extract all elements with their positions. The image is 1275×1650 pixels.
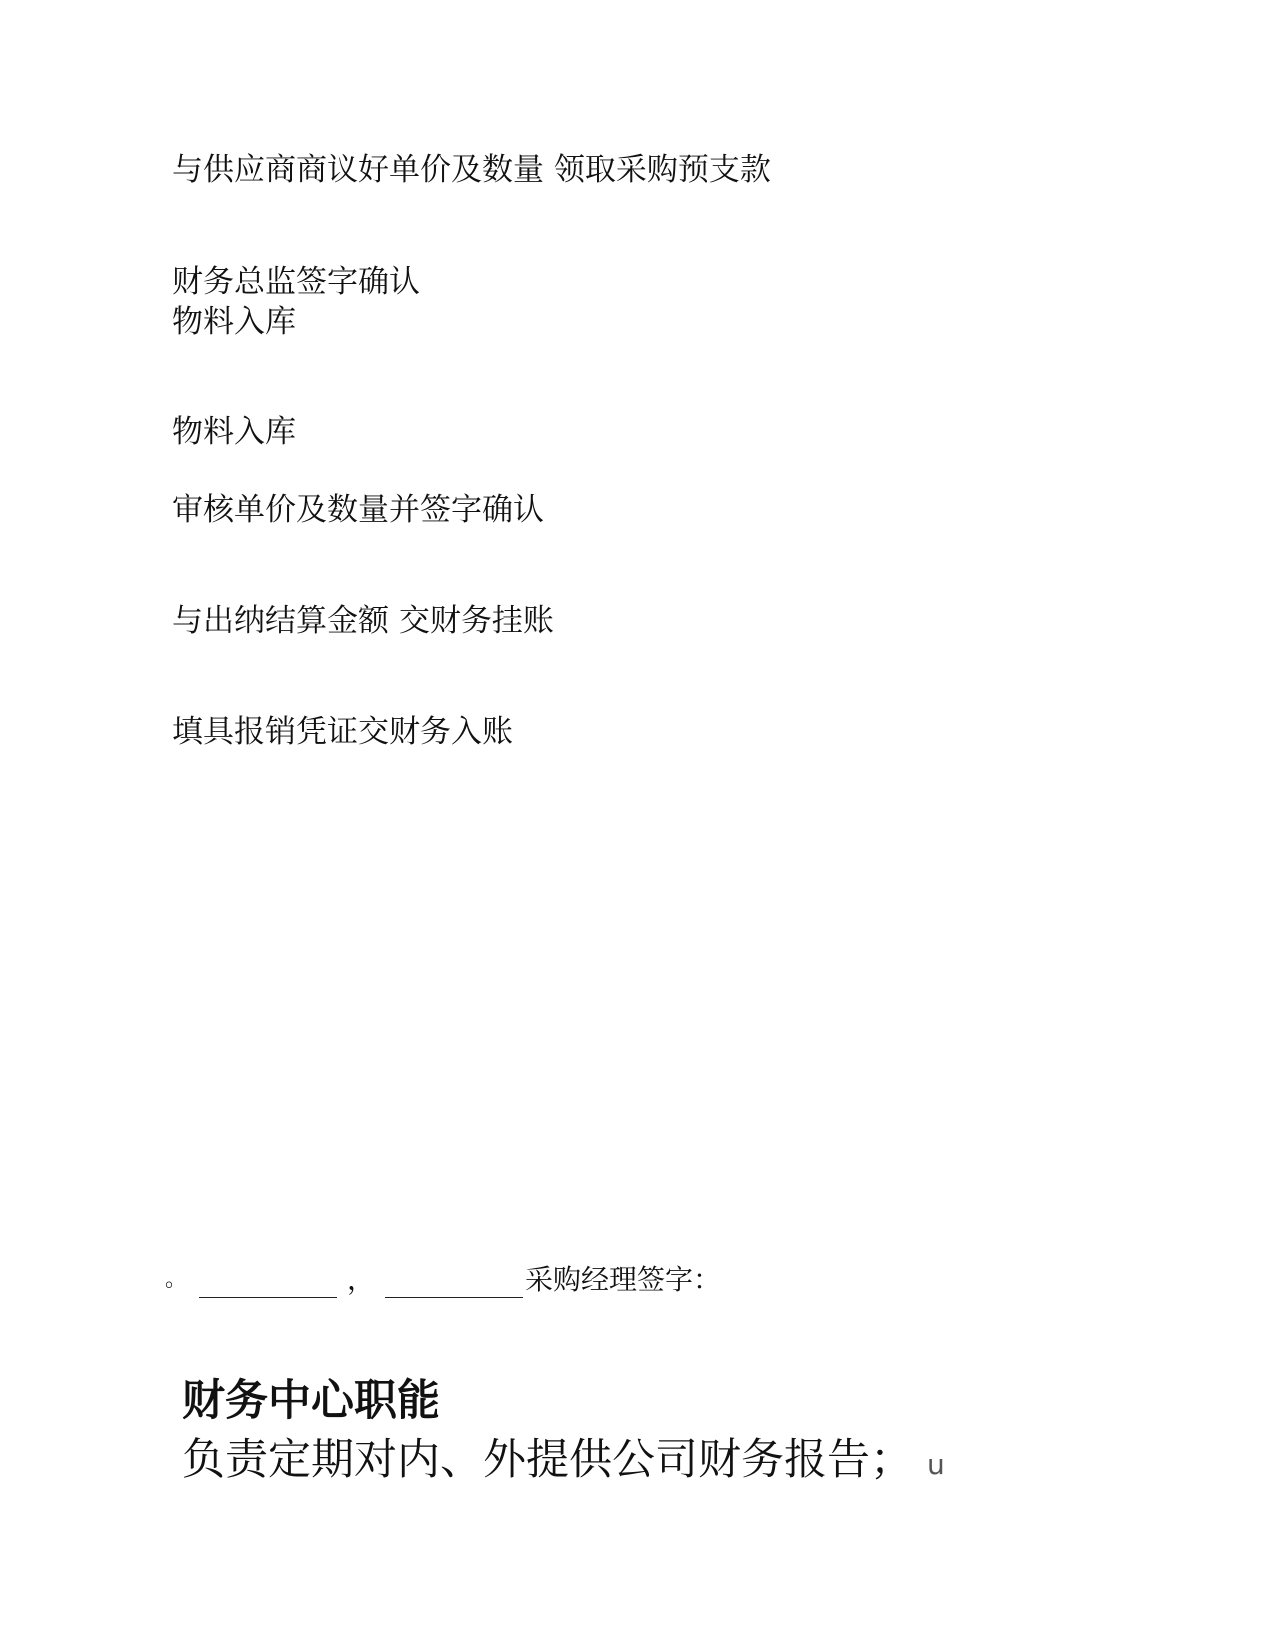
flow-step-cfo-confirm: 财务总监签字确认 [172, 264, 420, 300]
bullet-mark: 。 [165, 1267, 188, 1292]
signature-blank-1 [199, 1271, 337, 1298]
flow-step-warehouse-in: 物料入库 [172, 304, 296, 340]
section-body-line [182, 1433, 945, 1492]
signature-separator: ， [347, 1263, 376, 1296]
flow-step-settle-cashier: 与出纳结算金额 交财务挂账 [172, 603, 554, 639]
flow-step-reimburse: 填具报销凭证交财务入账 [172, 714, 513, 750]
signature-row [165, 1262, 721, 1298]
section-title: 财务中心职能 [182, 1376, 440, 1426]
signature-label: 采购经理签字： [525, 1263, 722, 1296]
flow-step-warehouse-in-2: 物料入库 [172, 414, 296, 450]
flow-step-negotiate: 与供应商商议好单价及数量 领取采购预支款 [172, 152, 771, 188]
section-body-text: 负责定期对内、外提供公司财务报告； [182, 1435, 913, 1485]
flow-step-review-sign: 审核单价及数量并签字确认 [172, 492, 544, 528]
stray-mark: u [927, 1448, 945, 1481]
signature-blank-2 [385, 1271, 523, 1298]
